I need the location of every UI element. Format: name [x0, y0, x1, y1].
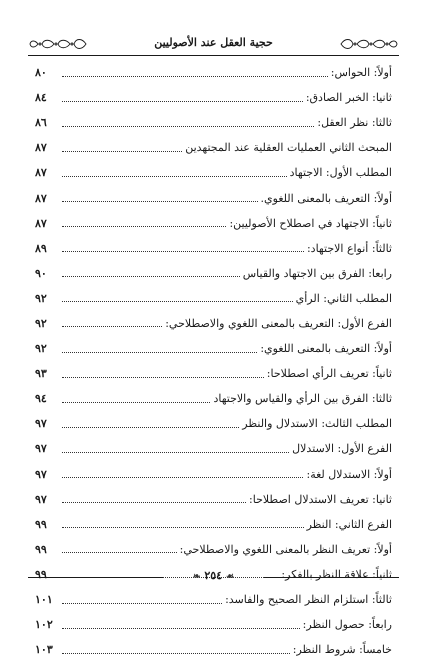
page-number-value: ٢٥٤ [204, 569, 223, 582]
toc-entry-title: ثالثاً: استلزام النظر الصحيح والفاسد: [225, 593, 392, 607]
toc-entry-title: ثالثا: نظر العقل: [317, 116, 392, 130]
toc-entry-page: ١٠٢ [35, 618, 53, 632]
header-rule [28, 55, 399, 56]
toc-entry-page: ٩٧ [35, 417, 47, 431]
toc-entry-page: ٩٩ [35, 567, 47, 581]
dot-leader [62, 100, 303, 102]
toc-entry-page: ٩٧ [35, 467, 47, 481]
toc-entry-title: ثانيا: الخبر الصادق: [305, 91, 392, 105]
toc-entry-title: الفرع الثاني: النظر [306, 517, 392, 531]
toc-entry[interactable] [35, 537, 392, 562]
toc-entry[interactable] [35, 85, 392, 110]
toc-entry[interactable] [35, 185, 392, 210]
toc-entry-title: أولاً: تعريف النظر بالمعنى اللغوي والاصطلاحي: [179, 542, 392, 556]
toc-entry-title: ثانيا: تعريف الاستدلال اصطلاحا: [249, 492, 392, 506]
toc-entry-title: المطلب الثاني: الرأي [295, 291, 392, 305]
toc-entry-title: الفرع الأول: التعريف بالمعنى اللغوي والاصطلاحي: [165, 316, 392, 330]
toc-entry-title: رابعا: الفرق بين الاجتهاد والقياس [242, 266, 392, 280]
dot-leader [62, 551, 177, 553]
toc-entry[interactable] [35, 512, 392, 537]
toc-entry-title: أولاً: الحواس: [330, 66, 392, 80]
toc-entry-page: ٨٠ [35, 66, 47, 80]
toc-entry-title: المبحث الثاني العمليات العقلية عند المجتهدين [185, 141, 392, 155]
toc-entry-page: ٨٧ [35, 191, 47, 205]
toc-entry-title: المطلب الأول: الاجتهاد [289, 166, 392, 180]
toc-entry-title: أولاً: التعريف بالمعنى اللغوي. [260, 191, 392, 205]
toc-entry-page: ٩٣ [35, 367, 47, 381]
toc-entry-page: ٩٢ [35, 291, 47, 305]
dot-leader [62, 300, 293, 302]
toc-entry-page: ٩٢ [35, 316, 47, 330]
toc-entry[interactable] [35, 311, 392, 336]
dot-leader [62, 225, 226, 227]
toc-entry-page: ٩٢ [35, 342, 47, 356]
toc-entry-page: ٩٤ [35, 392, 47, 406]
header-ornament-left [28, 37, 88, 51]
page-number [163, 569, 264, 582]
dot-leader [62, 125, 314, 127]
toc-entry-page: ٩٧ [35, 442, 47, 456]
toc-entry[interactable] [35, 211, 392, 236]
toc-entry-title: الفرع الأول: الاستدلال [292, 442, 392, 456]
dot-leader [62, 175, 287, 177]
dot-leader [62, 501, 246, 503]
dot-leader [62, 652, 290, 654]
dot-leader [62, 526, 304, 528]
toc-entry[interactable] [35, 411, 392, 436]
header-title: حجية العقل عند الأصوليين [154, 36, 273, 49]
toc-entry[interactable] [35, 436, 392, 461]
toc-entry-title: ثانياً: علاقة النظر بالفكر: [281, 567, 392, 581]
toc-entry[interactable] [35, 160, 392, 185]
footer-rule-right [264, 577, 399, 578]
toc-entry[interactable] [35, 261, 392, 286]
dot-leader [62, 150, 182, 152]
toc-entry-title: أولاً: الاستدلال لغة: [306, 467, 392, 481]
dot-leader [62, 250, 304, 252]
toc-entry[interactable] [35, 110, 392, 135]
toc-entry-title: خامساً: شروط النظر: [292, 643, 392, 657]
dot-leader [62, 451, 289, 453]
page-footer [28, 567, 399, 589]
toc-entry[interactable] [35, 386, 392, 411]
toc-entry[interactable] [35, 236, 392, 261]
toc-entry[interactable] [35, 135, 392, 160]
dot-leader [62, 602, 222, 604]
toc-entry[interactable] [35, 637, 392, 662]
footer-rule-left [28, 577, 163, 578]
dot-leader [62, 426, 239, 428]
toc-entry-page: ٩٧ [35, 492, 47, 506]
dot-leader [62, 325, 162, 327]
dot-leader [62, 476, 303, 478]
toc-entry-title: رابعاً: حصول النظر: [302, 618, 392, 632]
toc-entry[interactable] [35, 60, 392, 85]
dot-leader [62, 75, 328, 77]
toc-entry[interactable] [35, 487, 392, 512]
dot-leader [62, 376, 264, 378]
running-header [28, 34, 399, 56]
dot-leader [62, 401, 210, 403]
dot-leader [62, 627, 300, 629]
toc-entry-title: المطلب الثالث: الاستدلال والنظر [242, 417, 392, 431]
page-number-ornament-icon: ❧ [192, 572, 201, 582]
toc-entry[interactable] [35, 286, 392, 311]
toc-entry-title: ثالثا: الفرق بين الرأي والقياس والاجتهاد [213, 392, 392, 406]
toc-entry-page: ٩٩ [35, 542, 47, 556]
dot-leader [62, 200, 258, 202]
toc-entry[interactable] [35, 336, 392, 361]
dot-leader [62, 351, 257, 353]
toc-entry-page: ٨٩ [35, 241, 47, 255]
toc-entry-page: ١٠٣ [35, 643, 53, 657]
toc-entry-title: ثالثاً: أنواع الاجتهاد: [306, 241, 392, 255]
toc-entry[interactable] [35, 612, 392, 637]
toc-entry[interactable] [35, 587, 392, 612]
page-number-ornament-icon: ☙ [225, 572, 235, 582]
toc-entry-page: ٩٩ [35, 517, 47, 531]
toc-entry-page: ١٠١ [35, 593, 53, 607]
toc-entry-title: ثانياً: الاجتهاد في اصطلاح الأصوليين: [229, 216, 392, 230]
toc-entry-page: ٨٤ [35, 91, 47, 105]
toc-entry-page: ٨٧ [35, 216, 47, 230]
toc-entry-page: ٩٠ [35, 266, 47, 280]
dot-leader [62, 275, 240, 277]
toc-entry-page: ٨٧ [35, 166, 47, 180]
toc-entry-title: أولاً: التعريف بالمعنى اللغوي: [260, 342, 392, 356]
toc-entry[interactable] [35, 462, 392, 487]
toc-entry-page: ٨٧ [35, 141, 47, 155]
toc-entry-title: ثانياً: تعريف الرأي اصطلاحا: [266, 367, 392, 381]
toc-entry[interactable] [35, 361, 392, 386]
toc-entry-page: ٨٦ [35, 116, 47, 130]
